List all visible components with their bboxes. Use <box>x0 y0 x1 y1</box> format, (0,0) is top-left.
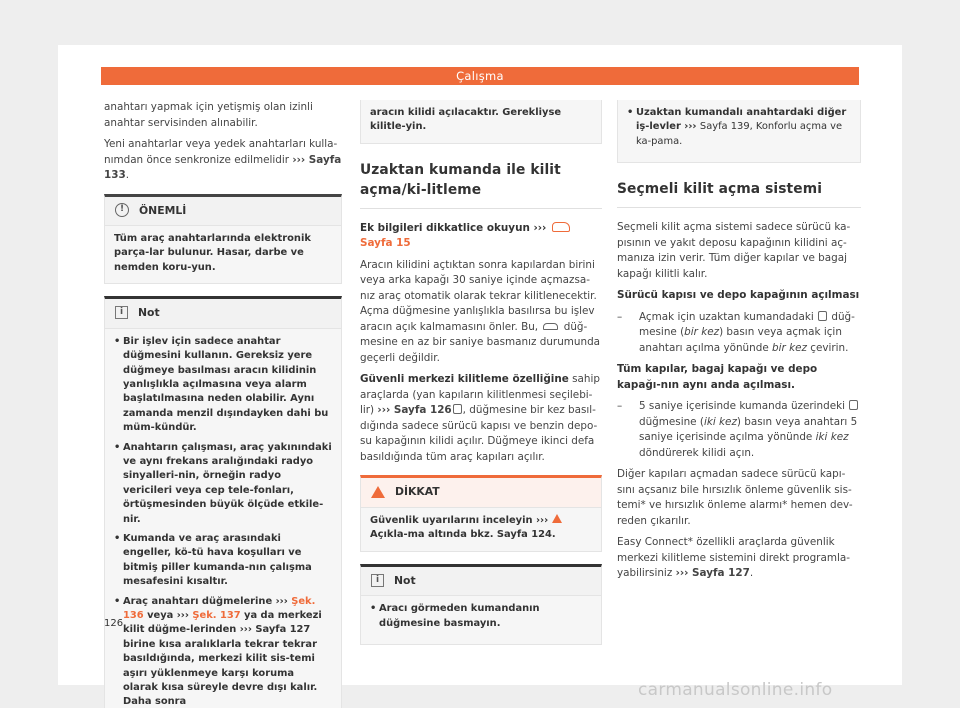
note-header: i Not <box>105 299 341 329</box>
warning-triangle-icon <box>371 486 385 498</box>
unlock-button-icon <box>453 404 462 414</box>
section-header: Çalışma <box>101 67 859 85</box>
list-item: – 5 saniye içerisinde kumanda üzerindeki düğmesine (iki kez) basın veya anahtarı 5 saniye içerisinde açılma yönünde iki kez döndürerek kilidi açın. <box>617 399 861 461</box>
list-item: • Aracı görmeden kumandanın düğmesine basmayın. <box>370 602 592 631</box>
note-box <box>104 296 342 708</box>
page-number: 126 <box>104 618 124 629</box>
unlock-button-icon <box>849 400 858 410</box>
read-notice: Ek bilgileri dikkatlice okuyun ››› Sayfa 15 <box>360 221 602 252</box>
list-item: • Araç anahtarı düğmelerine ››› Şek. 136 veya ››› Şek. 137 ya da merkezi kilit düğme-lerinden ››› Sayfa 127 birine kısa aralıklarla tekrar tekrar basıldığında, merkezi kilit sis-temi aşırı yüklenmeye karşı koruma olarak kısa süreyle devre dışı kalır. Daha sonra <box>114 595 332 708</box>
note-box <box>360 564 602 645</box>
page-reference[interactable]: Sayfa 15 <box>360 237 411 250</box>
note-header: i Not <box>361 567 601 597</box>
warning-box <box>360 475 602 551</box>
note-body <box>105 329 341 708</box>
important-header: ! ÖNEMLİ <box>105 197 341 227</box>
page-reference[interactable]: ››› Sayfa 133 <box>104 153 342 181</box>
paragraph: Diğer kapıları açmadan sadece sürücü kapı-sını açsanız bile hırsızlık önleme güvenlik sis-temi* ve hırsızlık önleme alarmı* hemen dev-reden çıkarılır. <box>617 468 853 527</box>
note-continuation <box>617 100 861 163</box>
info-circle-icon: ! <box>115 203 129 217</box>
unlock-button-icon <box>818 311 827 321</box>
column-3 <box>617 100 861 588</box>
paragraph: Seçmeli kilit açma sistemi sadece sürücü ka-pısının ve yakıt deposu kapağının kilidini aç-manıza izin verir. Tüm diğer kapılar ve bagaj kapağı kilitli kalır. <box>617 221 851 280</box>
column-1 <box>104 100 342 708</box>
figure-reference[interactable]: Şek. 136 <box>123 595 316 622</box>
note-icon: i <box>115 306 128 319</box>
note-continuation <box>360 100 602 144</box>
warning-header: DİKKAT <box>361 478 601 508</box>
list-item: – Açmak için uzaktan kumandadaki düğ-mesine (bir kez) basın veya açmak için anahtarı açılma yönünde bir kez çevirin. <box>617 310 861 357</box>
subheading: Sürücü kapısı ve depo kapağının açılması <box>617 289 860 302</box>
figure-reference[interactable]: Şek. 137 <box>192 610 241 622</box>
note-body: aracın kilidi açılacaktır. Gerekliyse kilitle-yin. <box>361 100 601 143</box>
list-item: • Kumanda ve araç arasındaki engeller, kö-tü hava koşulları ve bitmiş piller kumanda-nın çalışma mesafesini kısaltır. <box>114 532 332 590</box>
list-item: • Uzaktan kumandalı anahtardaki diğer iş-levler ››› Sayfa 139, Konforlu açma ve ka-pama. <box>627 106 851 149</box>
subheading: Tüm kapılar, bagaj kapağı ve depo kapağı-nın aynı anda açılması. <box>617 363 818 391</box>
section-heading: Seçmeli kilit açma sistemi <box>617 179 861 208</box>
car-unlock-icon <box>543 323 558 330</box>
paragraph: anahtarı yapmak için yetişmiş olan izinli anahtar servisinden alınabilir. <box>104 101 313 129</box>
paragraph: Easy Connect* özellikli araçlarda güvenlik merkezi kilitleme sistemini direkt programla-yabilirsiniz ››› Sayfa 127. <box>617 536 850 580</box>
page-reference[interactable]: Sayfa 139, Konforlu açma ve ka-pama. <box>636 121 843 147</box>
paragraph: Güvenli merkezi kilitleme özelliğine sahip araçlarda (yan kapıların kilitlenmesi seçilebi-lir) ››› Sayfa 126 , düğmesine bir kez basıl-dığında sadece sürücü kapısı ve benzin depo-su kapağının kilidi açılır. Düğmeye ikinci defa basıldığında tüm araç kapıları açılır. <box>360 373 600 463</box>
warning-body: Güvenlik uyarılarını inceleyin ››› Açıkla-ma altında bkz. Sayfa 124. <box>361 508 601 551</box>
watermark: carmanualsonline.info <box>638 680 833 700</box>
important-body: Tüm araç anahtarlarında elektronik parça-lar bulunur. Hasar, darbe ve nemden koru-yun. <box>105 226 341 283</box>
note-icon: i <box>371 574 384 587</box>
important-box <box>104 194 342 285</box>
note-body <box>618 100 860 162</box>
section-heading: Uzaktan kumanda ile kilit açma/ki-litleme <box>360 160 602 209</box>
car-warning-icon <box>552 222 570 232</box>
column-2 <box>360 100 602 657</box>
note-body <box>361 596 601 644</box>
list-item: • Bir işlev için sadece anahtar düğmesini kullanın. Gereksiz yere düğmeye basılması aracın kilidinin yanlışlıkla açılmasına veya alarm başlatılmasına neden olabilir. Aynı zamanda menzil dışındayken dahi bu müm-kündür. <box>114 335 332 436</box>
warning-triangle-icon <box>552 514 562 523</box>
paragraph: Aracın kilidini açtıktan sonra kapılardan birini veya arka kapağı 30 saniye içinde açmazsa-nız araç otomatik olarak tekrar kilitlenecektir. Açma düğmesine yanlışlıkla basılırsa bu işlev aracın açık kalmamasını önler. Bu, düğ-mesine en az bir saniye basmanız durumunda geçerli değildir. <box>360 258 601 364</box>
paragraph: Yeni anahtarlar veya yedek anahtarları kulla-nımdan önce senkronize edilmelidir ››› Sayfa 133. <box>104 138 342 181</box>
list-item: • Anahtarın çalışması, araç yakınındaki ve aynı frekans aralığındaki radyo sinyalleri-nin, örneğin radyo vericileri veya cep tele-fonları, örtüşmesinden büyük ölçüde etkile-nir. <box>114 441 332 527</box>
page-reference[interactable]: ››› Sayfa 127 <box>675 567 750 580</box>
page-reference[interactable]: ››› Sayfa 126 <box>377 404 452 417</box>
